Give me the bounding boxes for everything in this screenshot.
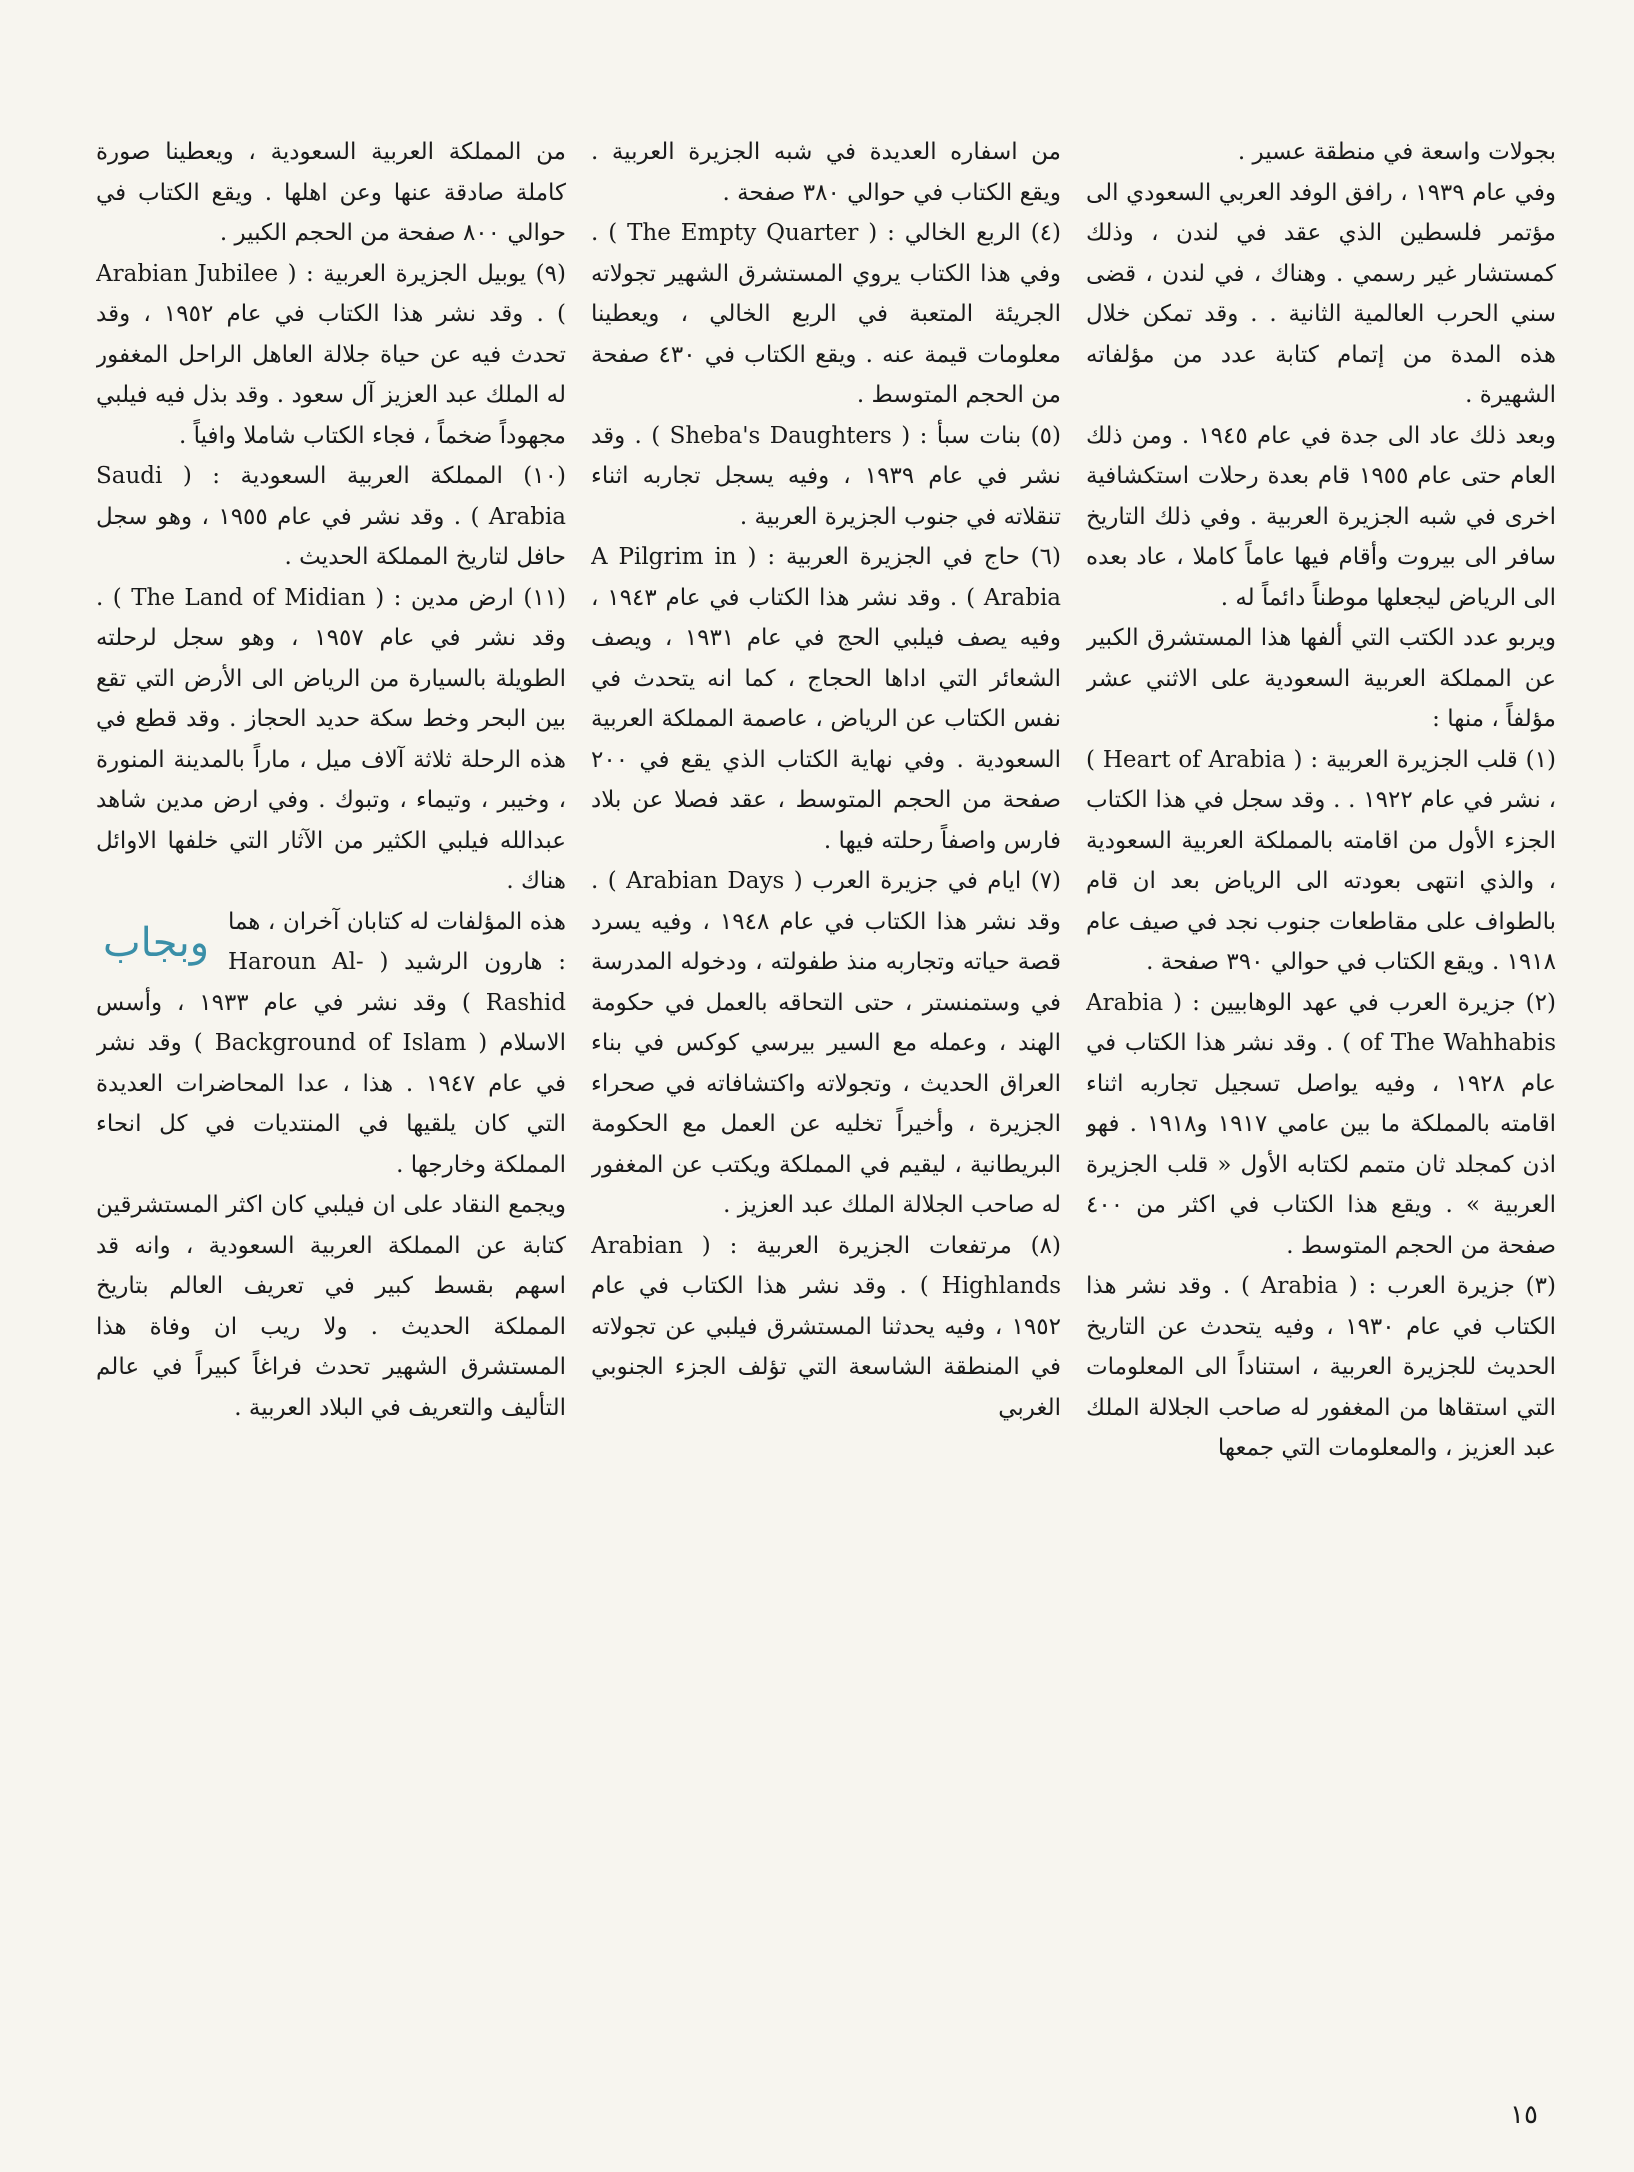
paragraph: من المملكة العربية السعودية ، ويعطينا صورة كاملة صادقة عنها وعن اهلها . ويقع الكتاب في حوالي ٨٠٠ صفحة من الحجم الكبير .: [96, 139, 566, 246]
book-entry: (٥) بنات سبأ : ( Sheba's Daughters ) . وقد نشر في عام ١٩٣٩ ، وفيه يسجل تجاربه اثناء تنقلاته في جنوب الجزيرة العربية .: [591, 422, 1061, 530]
page-number: ١٥: [1510, 2100, 1538, 2130]
book-entry: (٤) الربع الخالي : ( The Empty Quarter ) . وفي هذا الكتاب يروي المستشرق الشهير تجولاته الجريئة المتعبة في الربع الخالي ، ويعطينا معلومات قيمة عنه . ويقع الكتاب في ٤٣٠ صفحة من الحجم المتوسط .: [591, 220, 1061, 408]
column-middle: [591, 132, 1061, 2052]
paragraph: ويجمع النقاد على ان فيلبي كان اكثر المستشرقين كتابة عن المملكة العربية السعودية ، وانه قد اسهم بقسط كبير في تعريف العالم بتاريخ المملكة الحديث . ولا ريب ان وفاة هذا المستشرق الشهير تحدث فراغاً كبيراً في عالم التأليف والتعريف في البلاد العربية .: [96, 1192, 566, 1421]
book-entry: (٧) ايام في جزيرة العرب ( Arabian Days ) . وقد نشر هذا الكتاب في عام ١٩٤٨ ، وفيه يسرد قصة حياته وتجاربه منذ طفولته ، ودخوله المدرسة في وستمنستر ، حتى التحاقه بالعمل في حكومة الهند ، وعمله مع السير بيرسي كوكس في بناء العراق الحديث ، وتجولاته واكتشافاته في صحراء الجزيرة ، وأخيراً تخليه عن العمل مع الحكومة البريطانية ، ليقيم في المملكة ويكتب عن المغفور له صاحب الجلالة الملك عبد العزيز .: [591, 868, 1061, 1218]
paragraph: من اسفاره العديدة في شبه الجزيرة العربية . ويقع الكتاب في حوالي ٣٨٠ صفحة .: [591, 139, 1061, 206]
book-entry: (١١) ارض مدين : ( The Land of Midian ) . وقد نشر في عام ١٩٥٧ ، وهو سجل لرحلته الطويلة بالسيارة من الرياض الى الأرض التي تقع بين البحر وخط سكة حديد الحجاز . وقد قطع في هذه الرحلة ثلاثة آلاف ميل ، ماراً بالمدينة المنورة ، وخيبر ، وتيماء ، وتبوك . وفي ارض مدين شاهد عبدالله فيلبي الكثير من الآثار التي خلفها الاوائل هناك .: [96, 584, 566, 894]
book-entry: (١٠) المملكة العربية السعودية : ( Saudi Arabia ) . وقد نشر في عام ١٩٥٥ ، وهو سجل حافل لتاريخ المملكة الحديث .: [96, 463, 566, 570]
book-entry: (٩) يوبيل الجزيرة العربية : ( Arabian Jubilee ) . وقد نشر هذا الكتاب في عام ١٩٥٢ ، وقد تحدث فيه عن حياة جلالة العاهل الراحل المغفور له الملك عبد العزيز آل سعود . وقد بذل فيه فيلبي مجهوداً ضخماً ، فجاء الكتاب شاملا وافياً .: [96, 260, 566, 449]
book-entry: (٨) مرتفعات الجزيرة العربية : ( Arabian Highlands ) . وقد نشر هذا الكتاب في عام ١٩٥٢ ، وفيه يحدثنا المستشرق فيلبي عن تجولاته في المنطقة الشاسعة التي تؤلف الجزء الجنوبي الغربي: [591, 1232, 1061, 1421]
paragraph: ويربو عدد الكتب التي ألفها هذا المستشرق الكبير عن المملكة العربية السعودية على الاثني عشر مؤلفاً ، منها :: [1086, 625, 1556, 732]
logo-text: وبجاب: [102, 919, 210, 966]
book-entry: (٦) حاج في الجزيرة العربية : ( A Pilgrim in Arabia ) . وقد نشر هذا الكتاب في عام ١٩٤٣ ، وفيه يصف فيلبي الحج في عام ١٩٣١ ، ويصف الشعائر التي اداها الحجاج ، كما انه يتحدث في نفس الكتاب عن الرياض ، عاصمة المملكة العربية السعودية . وفي نهاية الكتاب الذي يقع في ٢٠٠ صفحة من الحجم المتوسط ، عقد فصلا عن بلاد فارس واصفاً رحلته فيها .: [591, 544, 1061, 854]
column-left: [96, 132, 566, 2052]
logo-icon: [96, 908, 216, 978]
paragraph: وبعد ذلك عاد الى جدة في عام ١٩٤٥ . ومن ذلك العام حتى عام ١٩٥٥ قام بعدة رحلات استكشافية اخرى في شبه الجزيرة العربية . وفي ذلك التاريخ سافر الى بيروت وأقام فيها عاماً كاملا ، عاد بعده الى الرياض ليجعلها موطناً دائماً له .: [1086, 422, 1556, 611]
book-entry: (٣) جزيرة العرب : ( Arabia ) . وقد نشر هذا الكتاب في عام ١٩٣٠ ، وفيه يتحدث عن التاريخ الحديث للجزيرة العربية ، استناداً الى المعلومات التي استقاها من المغفور له صاحب الجلالة الملك عبد العزيز ، والمعلومات التي جمعها: [1086, 1273, 1556, 1461]
book-entry: (٢) جزيرة العرب في عهد الوهابيين : ( Arabia of The Wahhabis ) . وقد نشر هذا الكتاب في عام ١٩٢٨ ، وفيه يواصل تسجيل تجاربه اثناء اقامته بالمملكة ما بين عامي ١٩١٧ و١٩١٨ . فهو اذن كمجلد ثان متمم لكتابه الأول « قلب الجزيرة العربية » . ويقع هذا الكتاب في اكثر من ٤٠٠ صفحة من الحجم المتوسط .: [1086, 989, 1556, 1259]
magazine-logo: [96, 908, 216, 978]
paragraph: وفي عام ١٩٣٩ ، رافق الوفد العربي السعودي الى مؤتمر فلسطين الذي عقد في لندن ، وذلك كمستشار غير رسمي . وهناك ، في لندن ، قضى سني الحرب العالمية الثانية . . وقد تمكن خلال هذه المدة من إتمام كتابة عدد من مؤلفاته الشهيرة .: [1086, 179, 1556, 408]
paragraph: هذه المؤلفات له كتابان آخران ، هما : هارون الرشيد ( Haroun Al-Rashid ) وقد نشر في عام ١٩٣٣ ، وأسس الاسلام ( Background of Islam ) وقد نشر في عام ١٩٤٧ . هذا ، عدا المحاضرات العديدة التي كان يلقيها في المنتديات في كل انحاء المملكة وخارجها .: [96, 908, 566, 1178]
column-right: [1086, 132, 1556, 2052]
text-columns: [96, 132, 1556, 2052]
book-entry: (١) قلب الجزيرة العربية : ( Heart of Arabia ) ، نشر في عام ١٩٢٢ . . وقد سجل في هذا الكتاب الجزء الأول من اقامته بالمملكة العربية السعودية ، والذي انتهى بعودته الى الرياض بعد ان قام بالطواف على مقاطعات جنوب نجد في صيف عام ١٩١٨ . ويقع الكتاب في حوالي ٣٩٠ صفحة .: [1086, 746, 1556, 975]
paragraph: بجولات واسعة في منطقة عسير .: [1237, 139, 1556, 165]
